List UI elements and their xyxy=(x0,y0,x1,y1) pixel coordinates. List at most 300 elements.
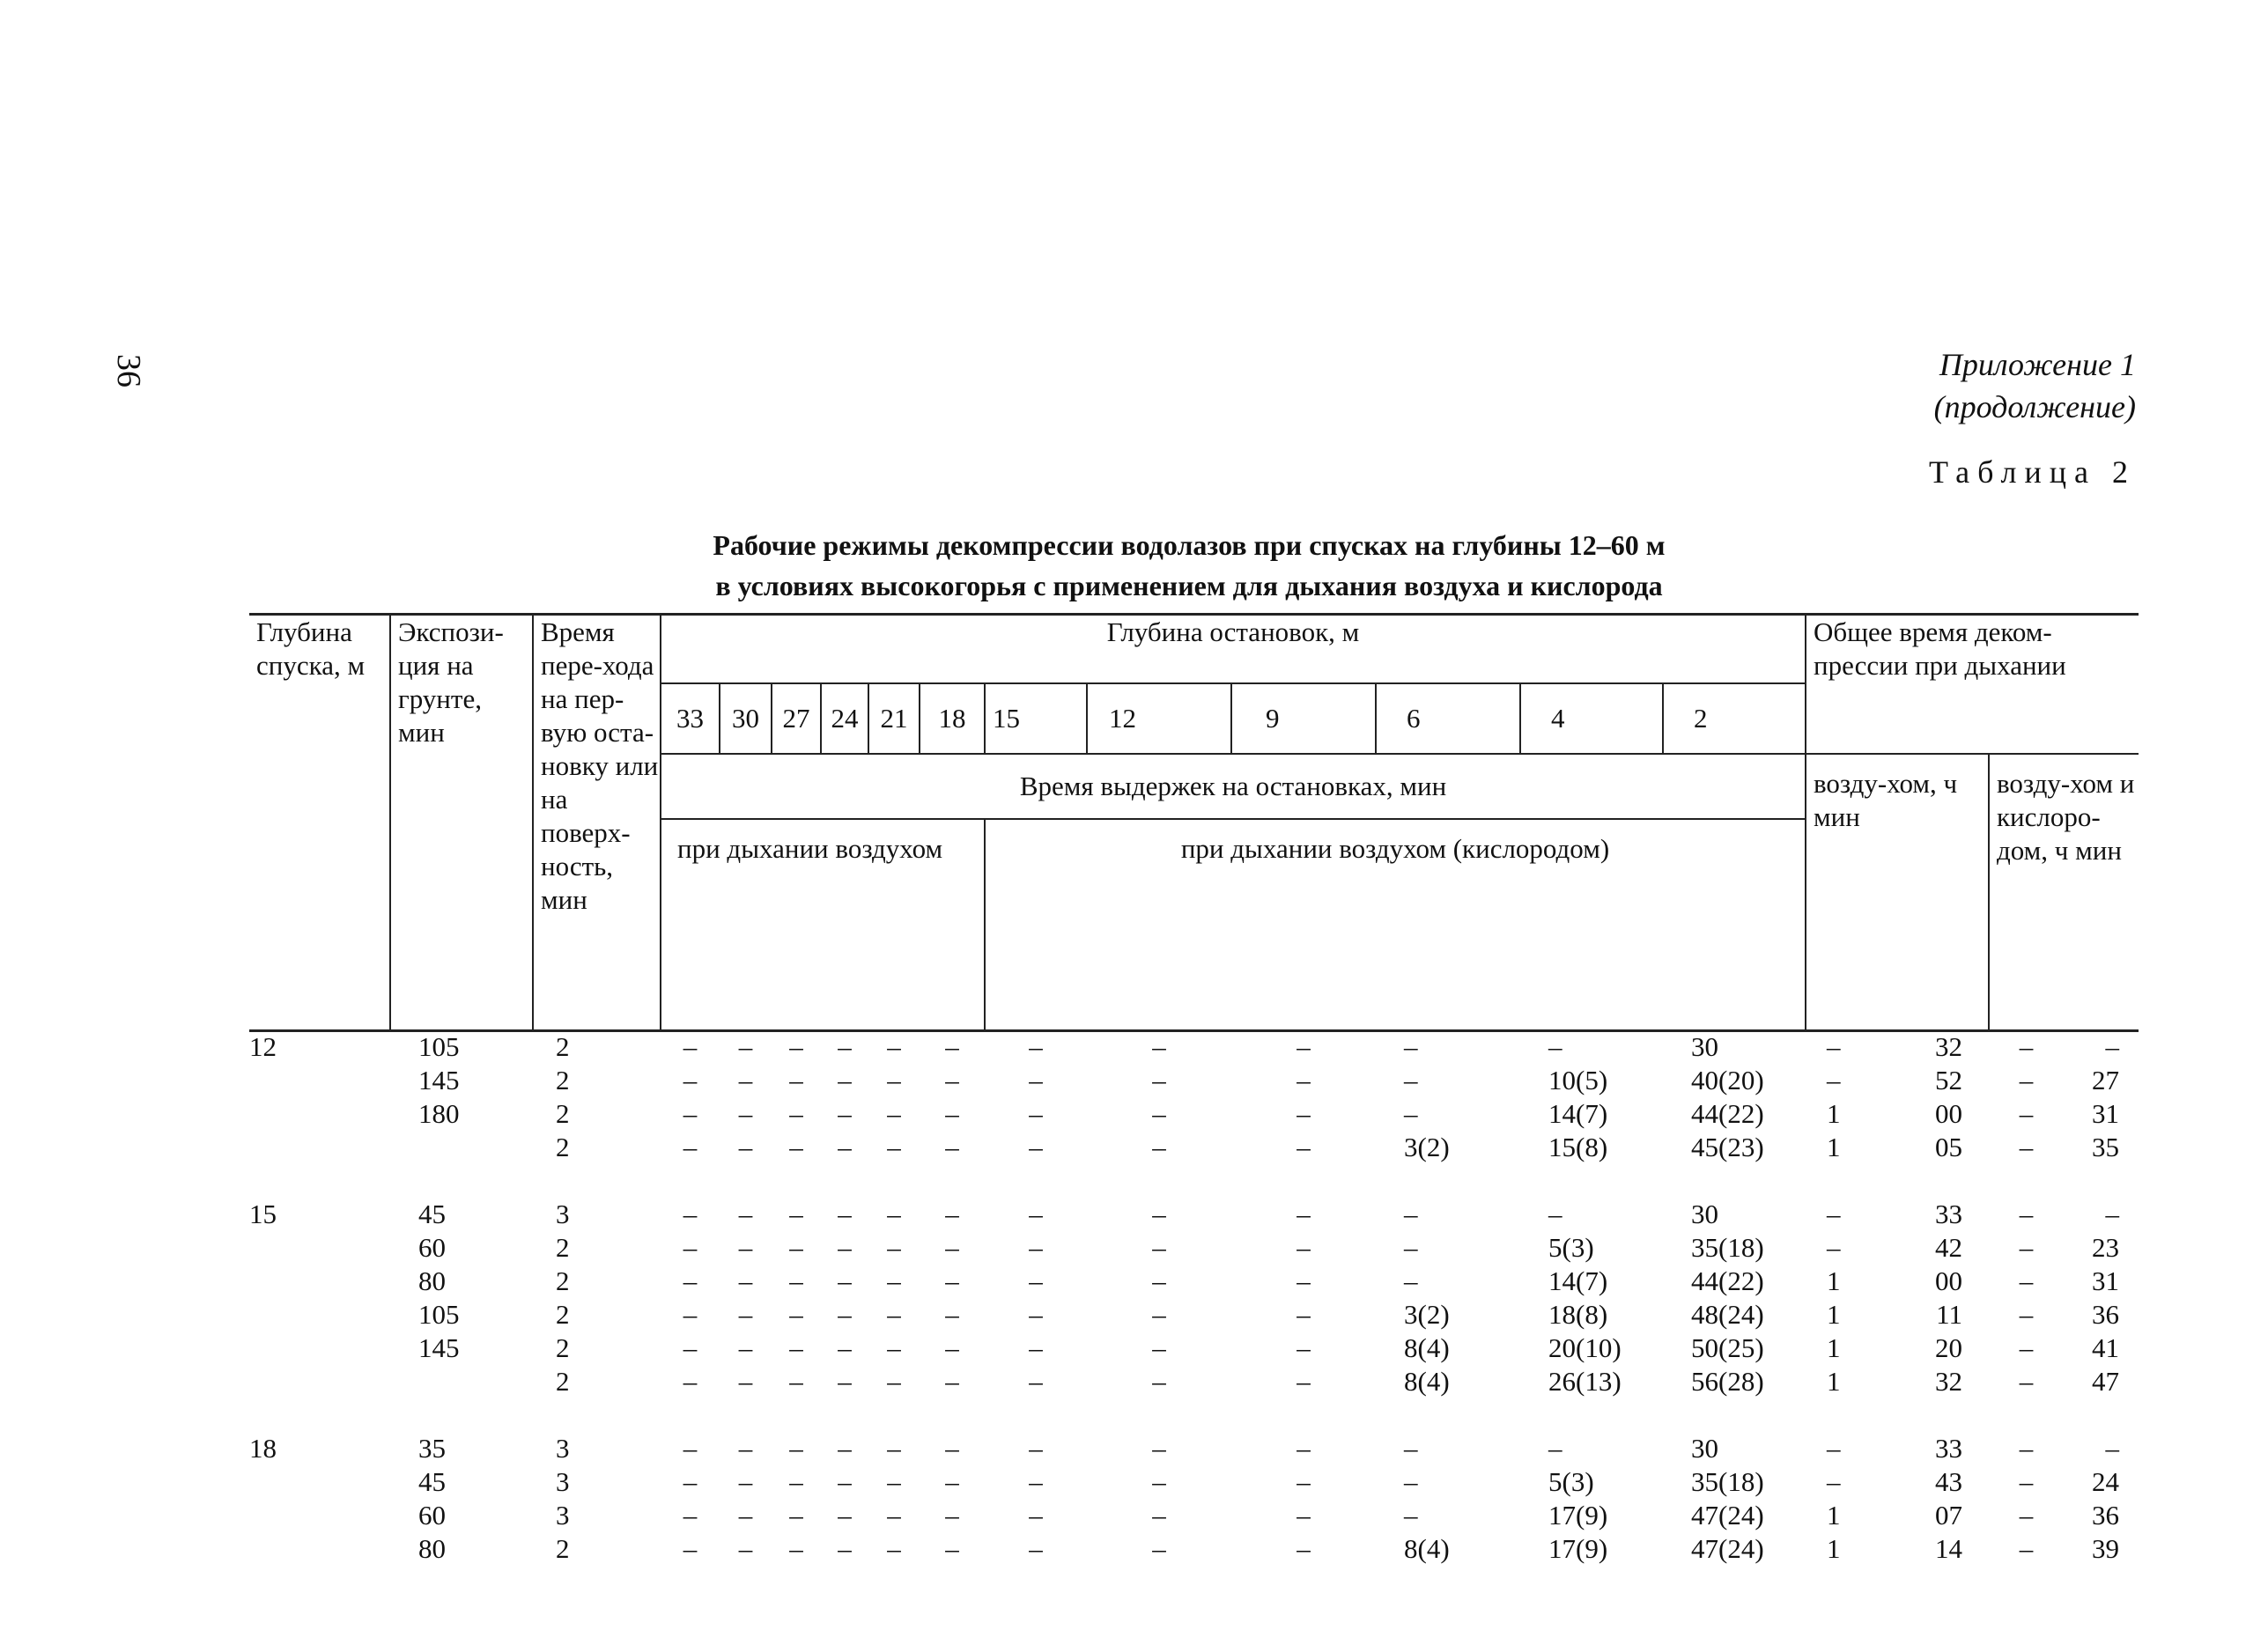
table-cell: 50(25) xyxy=(1691,1332,1764,1363)
table-cell: 1 xyxy=(1827,1299,1841,1330)
table-cell: – xyxy=(1029,1500,1043,1531)
table-cell: – xyxy=(1029,1065,1043,1095)
table-cell: – xyxy=(1152,1366,1166,1397)
table-row xyxy=(249,1097,2139,1131)
table-cell: – xyxy=(1152,1466,1166,1497)
table-cell: 36 xyxy=(2092,1500,2119,1531)
table-cell: – xyxy=(1827,1433,1841,1464)
stop-depth-cell: 33 xyxy=(661,683,720,754)
table-cell: 5(3) xyxy=(1548,1466,1594,1497)
table-cell: 15(8) xyxy=(1548,1132,1608,1162)
appendix-line-1: Приложение 1 xyxy=(1939,347,2136,382)
table-cell: – xyxy=(838,1466,852,1497)
header-total-air-oxygen: возду-хом и кислоро-дом, ч мин xyxy=(1989,754,2139,1030)
table-cell: – xyxy=(1029,1332,1043,1363)
table-cell: 33 xyxy=(1935,1199,1962,1229)
header-stops-title: Глубина остановок, м xyxy=(661,615,1806,684)
table-cell: – xyxy=(683,1332,698,1363)
table-cell: 145 xyxy=(418,1332,460,1363)
table-cell: – xyxy=(2019,1098,2034,1129)
table-cell: – xyxy=(1152,1098,1166,1129)
table-cell: – xyxy=(738,1199,753,1229)
table-cell: – xyxy=(1404,1065,1418,1095)
table-cell xyxy=(249,1231,390,1265)
table-cell: 32 xyxy=(1935,1366,1962,1397)
stop-depth-cell: 18 xyxy=(920,683,985,754)
table-cell: 39 xyxy=(2092,1533,2119,1564)
table-cell: – xyxy=(1827,1466,1841,1497)
table-cell: 45 xyxy=(418,1199,446,1229)
table-cell: – xyxy=(945,1533,959,1564)
table-cell: 2 xyxy=(556,1098,570,1129)
table-cell: – xyxy=(1297,1199,1311,1229)
table-cell: – xyxy=(2105,1031,2119,1062)
table-cell: – xyxy=(1152,1433,1166,1464)
table-cell: 45(23) xyxy=(1691,1132,1764,1162)
table-cell xyxy=(249,1331,390,1365)
table-cell: – xyxy=(887,1132,901,1162)
table-cell: – xyxy=(1297,1065,1311,1095)
table-cell: – xyxy=(2019,1065,2034,1095)
table-cell: – xyxy=(1297,1265,1311,1296)
table-cell: – xyxy=(945,1466,959,1497)
table-cell: – xyxy=(1404,1433,1418,1464)
table-cell: – xyxy=(945,1232,959,1263)
table-cell: – xyxy=(887,1500,901,1531)
table-cell: 80 xyxy=(418,1533,446,1564)
table-cell: 2 xyxy=(556,1299,570,1330)
table-cell: – xyxy=(887,1232,901,1263)
table-cell: – xyxy=(1029,1265,1043,1296)
table-cell: 3(2) xyxy=(1404,1132,1450,1162)
table-row xyxy=(249,1432,2139,1465)
table-cell: – xyxy=(738,1098,753,1129)
table-cell: 32 xyxy=(1935,1031,1962,1062)
table-cell: 24 xyxy=(2092,1466,2119,1497)
table-cell: – xyxy=(738,1031,753,1062)
table-cell: 1 xyxy=(1827,1533,1841,1564)
table-cell: – xyxy=(789,1232,803,1263)
table-cell: 26(13) xyxy=(1548,1366,1622,1397)
table-cell: 20 xyxy=(1935,1332,1962,1363)
table-cell: – xyxy=(838,1299,852,1330)
table-cell: – xyxy=(683,1132,698,1162)
table-cell: 180 xyxy=(418,1098,460,1129)
table-cell: – xyxy=(887,1299,901,1330)
table-cell: – xyxy=(1297,1466,1311,1497)
table-cell: – xyxy=(1548,1031,1562,1062)
table-cell: – xyxy=(838,1533,852,1564)
table-cell: 44(22) xyxy=(1691,1098,1764,1129)
table-cell: – xyxy=(1152,1232,1166,1263)
table-cell: – xyxy=(1152,1065,1166,1095)
table-cell xyxy=(390,1365,533,1398)
table-cell: – xyxy=(838,1098,852,1129)
stop-depth-cell: 27 xyxy=(772,683,821,754)
table-cell: – xyxy=(2019,1232,2034,1263)
table-cell: 14(7) xyxy=(1548,1098,1608,1129)
table-cell: 11 xyxy=(1936,1299,1962,1330)
table-cell: 105 xyxy=(418,1031,460,1062)
table-cell: 36 xyxy=(2092,1299,2119,1330)
table-cell: – xyxy=(945,1500,959,1531)
header-air-only: при дыхании воздухом xyxy=(661,819,985,1030)
table-cell: – xyxy=(1404,1500,1418,1531)
table-cell: – xyxy=(945,1366,959,1397)
data-body xyxy=(249,1030,2139,1566)
table-cell: – xyxy=(2019,1031,2034,1062)
table-cell: – xyxy=(683,1065,698,1095)
header-total-title: Общее время деком-прессии при дыхании xyxy=(1806,615,2139,755)
table-cell: – xyxy=(789,1065,803,1095)
table-cell: – xyxy=(683,1533,698,1564)
table-cell xyxy=(249,1365,390,1398)
table-cell: – xyxy=(1297,1299,1311,1330)
table-cell: – xyxy=(838,1265,852,1296)
table-cell: – xyxy=(683,1031,698,1062)
table-cell: – xyxy=(738,1265,753,1296)
table-cell: 3 xyxy=(556,1500,570,1531)
table-cell: – xyxy=(2019,1366,2034,1397)
table-cell: – xyxy=(1297,1031,1311,1062)
table-cell: – xyxy=(1029,1466,1043,1497)
table-cell: – xyxy=(1152,1332,1166,1363)
table-cell: 1 xyxy=(1827,1500,1841,1531)
page-number: 36 xyxy=(110,354,147,387)
table-cell: 48(24) xyxy=(1691,1299,1764,1330)
table-cell: – xyxy=(1029,1299,1043,1330)
table-cell: – xyxy=(1029,1232,1043,1263)
table-cell: 2 xyxy=(556,1065,570,1095)
table-cell: – xyxy=(887,1031,901,1062)
table-cell: 3 xyxy=(556,1199,570,1229)
table-cell: – xyxy=(2019,1466,2034,1497)
table-cell: 105 xyxy=(418,1299,460,1330)
table-title xyxy=(617,525,1762,606)
table-cell: – xyxy=(945,1199,959,1229)
table-cell: 43 xyxy=(1935,1466,1962,1497)
table-cell: – xyxy=(2105,1433,2119,1464)
table-cell: 1 xyxy=(1827,1098,1841,1129)
table-cell: – xyxy=(683,1232,698,1263)
table-cell: 41 xyxy=(2092,1332,2119,1363)
table-cell: – xyxy=(1152,1500,1166,1531)
table-cell: 30 xyxy=(1691,1031,1718,1062)
table-cell: 3(2) xyxy=(1404,1299,1450,1330)
table-cell: – xyxy=(1827,1065,1841,1095)
table-cell: 14 xyxy=(1935,1533,1962,1564)
table-cell: 18(8) xyxy=(1548,1299,1608,1330)
table-cell: – xyxy=(789,1466,803,1497)
table-cell: – xyxy=(789,1366,803,1397)
table-cell: – xyxy=(838,1065,852,1095)
table-cell: – xyxy=(738,1332,753,1363)
table-cell: 2 xyxy=(556,1132,570,1162)
table-cell: 45 xyxy=(418,1466,446,1497)
table-cell: – xyxy=(1029,1031,1043,1062)
table-cell: – xyxy=(2019,1433,2034,1464)
table-cell: – xyxy=(838,1500,852,1531)
table-cell: – xyxy=(1152,1533,1166,1564)
table-row xyxy=(249,1499,2139,1532)
table-row xyxy=(249,1265,2139,1298)
table-cell: – xyxy=(683,1500,698,1531)
table-cell: – xyxy=(789,1199,803,1229)
table-row xyxy=(249,1365,2139,1398)
table-cell: – xyxy=(738,1065,753,1095)
table-cell: – xyxy=(683,1366,698,1397)
table-cell: – xyxy=(1297,1332,1311,1363)
table-cell: 07 xyxy=(1935,1500,1962,1531)
table-cell xyxy=(249,1465,390,1499)
table-cell: 31 xyxy=(2092,1265,2119,1296)
table-cell: 2 xyxy=(556,1232,570,1263)
table-cell: – xyxy=(887,1466,901,1497)
table-cell: 8(4) xyxy=(1404,1366,1450,1397)
table-cell: – xyxy=(1827,1031,1841,1062)
appendix-caption xyxy=(1519,343,2136,428)
table-cell: 2 xyxy=(556,1533,570,1564)
table-row xyxy=(249,1465,2139,1499)
table-cell: 15 xyxy=(249,1199,277,1229)
table-cell: – xyxy=(887,1332,901,1363)
table-cell: – xyxy=(1029,1132,1043,1162)
header-air-oxygen: при дыхании воздухом (кислородом) xyxy=(985,819,1806,1030)
table-cell: – xyxy=(738,1533,753,1564)
table-cell: 60 xyxy=(418,1232,446,1263)
table-cell: – xyxy=(887,1533,901,1564)
table-cell: 47 xyxy=(2092,1366,2119,1397)
table-cell: 8(4) xyxy=(1404,1332,1450,1363)
table-cell: – xyxy=(1404,1031,1418,1062)
table-cell: 8(4) xyxy=(1404,1533,1450,1564)
table-cell: 2 xyxy=(556,1332,570,1363)
table-cell: 52 xyxy=(1935,1065,1962,1095)
stop-depth-cell: 21 xyxy=(868,683,920,754)
table-cell: – xyxy=(1029,1098,1043,1129)
table-cell: 44(22) xyxy=(1691,1265,1764,1296)
table-cell: 20(10) xyxy=(1548,1332,1622,1363)
table-cell: – xyxy=(789,1332,803,1363)
table-cell: – xyxy=(683,1433,698,1464)
table-cell: – xyxy=(1404,1265,1418,1296)
table-cell: – xyxy=(887,1098,901,1129)
table-cell: 3 xyxy=(556,1433,570,1464)
table-cell: 2 xyxy=(556,1265,570,1296)
table-cell xyxy=(249,1499,390,1532)
table-cell: – xyxy=(2019,1299,2034,1330)
stop-depth-cell: 30 xyxy=(720,683,772,754)
table-cell: – xyxy=(1297,1132,1311,1162)
table-cell: – xyxy=(789,1132,803,1162)
table-cell: – xyxy=(1404,1232,1418,1263)
table-cell: – xyxy=(1548,1433,1562,1464)
table-cell: 10(5) xyxy=(1548,1065,1608,1095)
table-cell: – xyxy=(945,1065,959,1095)
table-cell: 35 xyxy=(2092,1132,2119,1162)
table-cell: 00 xyxy=(1935,1098,1962,1129)
table-cell: 31 xyxy=(2092,1098,2119,1129)
table-cell: – xyxy=(2019,1533,2034,1564)
table-cell: – xyxy=(738,1132,753,1162)
title-line-2: в условиях высокогорья с применением для дыхания воздуха и кислорода xyxy=(715,570,1663,601)
table-cell: – xyxy=(1152,1199,1166,1229)
table-cell xyxy=(249,1131,390,1164)
header-transit-time: Время пере-хода на пер-вую оста-новку или на поверх-ность, мин xyxy=(533,615,661,1031)
table-cell: – xyxy=(2019,1500,2034,1531)
header-hold-title: Время выдержек на остановках, мин xyxy=(661,754,1806,819)
table-cell: – xyxy=(1029,1533,1043,1564)
table-cell: – xyxy=(1404,1098,1418,1129)
stop-depth-cell: 6 xyxy=(1376,683,1520,754)
table-row xyxy=(249,1198,2139,1231)
table-cell: – xyxy=(887,1366,901,1397)
table-cell: – xyxy=(1827,1232,1841,1263)
table-cell: – xyxy=(1297,1366,1311,1397)
table-cell: 30 xyxy=(1691,1199,1718,1229)
table-cell: – xyxy=(1404,1466,1418,1497)
table-cell: – xyxy=(838,1232,852,1263)
header-exposure: Экспози-ция на грунте, мин xyxy=(390,615,533,1031)
table-cell: – xyxy=(887,1265,901,1296)
table-cell: 5(3) xyxy=(1548,1232,1594,1263)
table-cell: 00 xyxy=(1935,1265,1962,1296)
table-cell: 1 xyxy=(1827,1132,1841,1162)
table-cell: – xyxy=(1827,1199,1841,1229)
table-cell: – xyxy=(945,1332,959,1363)
stop-depth-cell: 12 xyxy=(1087,683,1231,754)
table-cell: 30 xyxy=(1691,1433,1718,1464)
group-spacer xyxy=(249,1164,2139,1198)
table-cell: 1 xyxy=(1827,1332,1841,1363)
table-cell: – xyxy=(2019,1265,2034,1296)
table-cell: – xyxy=(789,1299,803,1330)
table-cell: 18 xyxy=(249,1433,277,1464)
table-cell: – xyxy=(838,1366,852,1397)
table-cell xyxy=(249,1064,390,1097)
table-cell: – xyxy=(683,1199,698,1229)
table-cell: – xyxy=(838,1433,852,1464)
header-depth: Глубина спуска, м xyxy=(249,615,390,1031)
header-total-air: возду-хом, ч мин xyxy=(1806,754,1989,1030)
table-label: Таблица 2 xyxy=(1929,454,2136,490)
table-cell: – xyxy=(1297,1533,1311,1564)
table-cell: 05 xyxy=(1935,1132,1962,1162)
table-cell: – xyxy=(2019,1199,2034,1229)
table-cell xyxy=(249,1265,390,1298)
table-cell: 17(9) xyxy=(1548,1500,1608,1531)
table-cell xyxy=(390,1131,533,1164)
table-cell: – xyxy=(2019,1332,2034,1363)
table-cell: 1 xyxy=(1827,1366,1841,1397)
table-row xyxy=(249,1331,2139,1365)
table-cell: – xyxy=(789,1433,803,1464)
table-cell xyxy=(249,1097,390,1131)
table-cell: 1 xyxy=(1827,1265,1841,1296)
table-cell: 12 xyxy=(249,1031,277,1062)
table-cell: – xyxy=(683,1466,698,1497)
table-cell: – xyxy=(1297,1433,1311,1464)
table-cell: – xyxy=(1152,1031,1166,1062)
table-cell: 35(18) xyxy=(1691,1466,1764,1497)
table-cell: – xyxy=(789,1031,803,1062)
table-cell: 56(28) xyxy=(1691,1366,1764,1397)
table-cell: 42 xyxy=(1935,1232,1962,1263)
table-cell: – xyxy=(2019,1132,2034,1162)
table-cell: – xyxy=(1152,1132,1166,1162)
table-cell: 145 xyxy=(418,1065,460,1095)
table-cell: 35(18) xyxy=(1691,1232,1764,1263)
table-cell: 40(20) xyxy=(1691,1065,1764,1095)
table-cell: – xyxy=(1297,1500,1311,1531)
stop-depth-cell: 4 xyxy=(1520,683,1663,754)
table-cell: – xyxy=(683,1299,698,1330)
table-cell: 17(9) xyxy=(1548,1533,1608,1564)
stop-depth-cell: 9 xyxy=(1231,683,1376,754)
table-row xyxy=(249,1231,2139,1265)
table-cell: – xyxy=(789,1265,803,1296)
table-cell: – xyxy=(887,1065,901,1095)
table-cell: – xyxy=(1029,1433,1043,1464)
table-row xyxy=(249,1298,2139,1331)
table-cell: – xyxy=(838,1199,852,1229)
table-cell: – xyxy=(683,1098,698,1129)
table-cell: – xyxy=(683,1265,698,1296)
table-cell: – xyxy=(789,1098,803,1129)
table-cell: 60 xyxy=(418,1500,446,1531)
table-row xyxy=(249,1131,2139,1164)
table-row xyxy=(249,1064,2139,1097)
appendix-line-2: (продолжение) xyxy=(1933,389,2136,424)
table-cell: – xyxy=(887,1199,901,1229)
table-cell: – xyxy=(887,1433,901,1464)
table-cell: – xyxy=(1548,1199,1562,1229)
table-row xyxy=(249,1030,2139,1064)
data-table xyxy=(249,1030,2139,1566)
table-cell: 27 xyxy=(2092,1065,2119,1095)
table-cell: 3 xyxy=(556,1466,570,1497)
stop-depth-cell: 15 xyxy=(985,683,1087,754)
table-cell: – xyxy=(1404,1199,1418,1229)
table-cell: 35 xyxy=(418,1433,446,1464)
table-cell: – xyxy=(945,1433,959,1464)
table-cell: – xyxy=(738,1466,753,1497)
table-cell: – xyxy=(2105,1199,2119,1229)
table-cell: – xyxy=(838,1031,852,1062)
table-cell: – xyxy=(1029,1199,1043,1229)
table-cell: – xyxy=(1152,1299,1166,1330)
table-cell: – xyxy=(738,1232,753,1263)
table-cell: – xyxy=(1297,1098,1311,1129)
table-cell: – xyxy=(1297,1232,1311,1263)
title-line-1: Рабочие режимы декомпрессии водолазов при спусках на глубины 12–60 м xyxy=(713,529,1666,561)
table-cell: – xyxy=(789,1533,803,1564)
table-cell: – xyxy=(945,1265,959,1296)
stop-depth-cell: 2 xyxy=(1663,683,1806,754)
table-cell: – xyxy=(838,1332,852,1363)
stop-depth-cell: 24 xyxy=(821,683,868,754)
table-cell: – xyxy=(738,1500,753,1531)
table-cell: – xyxy=(738,1366,753,1397)
table-cell: – xyxy=(838,1132,852,1162)
group-spacer xyxy=(249,1398,2139,1432)
table-cell: – xyxy=(1029,1366,1043,1397)
table-cell: – xyxy=(945,1098,959,1129)
table-cell: – xyxy=(789,1500,803,1531)
table-cell: – xyxy=(1152,1265,1166,1296)
table-cell: 2 xyxy=(556,1366,570,1397)
table-cell: – xyxy=(945,1132,959,1162)
